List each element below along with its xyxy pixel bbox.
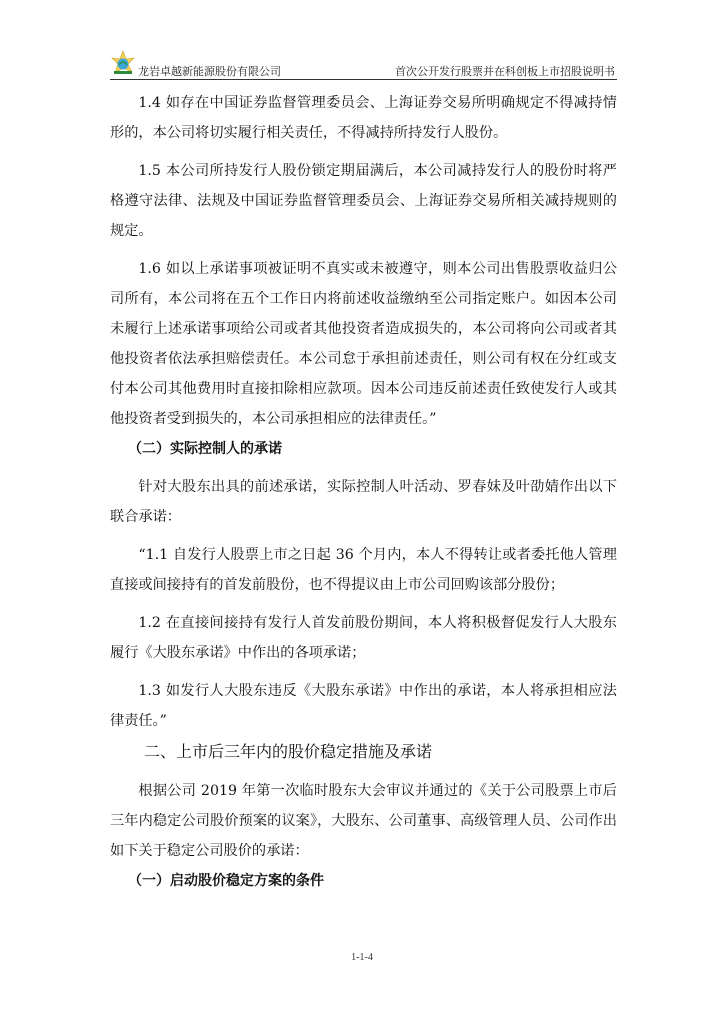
paragraph-controller-1-2: 1.2 在直接间接持有发行人首发前股份期间，本人将积极督促发行人大股东履行《大股东承诺》中作出的各项承诺； [110,615,617,661]
heading-controller-commitment: （二）实际控制人的承诺 [128,441,282,457]
company-name: 龙岩卓越新能源股份有限公司 [138,65,281,78]
page-header [110,46,617,78]
paragraph-section-2-intro: 根据公司 2019 年第一次临时股东大会审议并通过的《关于公司股票上市后三年内稳定公司股价预案的议案》，大股东、公司董事、高级管理人员、公司作出如下关于稳定公司股价的承诺： [110,783,617,859]
document-title: 首次公开发行股票并在科创板上市招股说明书 [395,65,615,78]
paragraph-controller-1-3: 1.3 如发行人大股东违反《大股东承诺》中作出的承诺，本人将承担相应法律责任。” [110,683,617,729]
company-logo-icon [110,50,136,76]
paragraph-1-4: 1.4 如存在中国证券监督管理委员会、上海证券交易所明确规定不得减持情形的，本公司将切实履行相关责任，不得减持所持发行人股份。 [110,95,617,141]
document-body [110,88,617,896]
paragraph-controller-intro: 针对大股东出具的前述承诺，实际控制人叶活动、罗春妹及叶劭婧作出以下联合承诺： [110,479,617,525]
heading-stabilization-conditions: （一）启动股价稳定方案的条件 [128,873,324,889]
page-number: 1-1-4 [351,952,373,963]
header-divider [110,79,617,80]
paragraph-1-6: 1.6 如以上承诺事项被证明不真实或未被遵守，则本公司出售股票收益归公司所有，本公司将在五个工作日内将前述收益缴纳至公司指定账户。如因本公司未履行上述承诺事项给公司或者其他投资者造成损失的，本公司将向公司或者其他投资者依法承担赔偿责任。本公司怠于承担前述责任，则公司有权在分红或支付本公司其他费用时直接扣除相应款项。因本公司违反前述责任致使发行人或其他投资者受到损失的，本公司承担相应的法律责任。” [110,261,617,427]
heading-section-2: 二、上市后三年内的股价稳定措施及承诺 [144,742,433,761]
paragraph-controller-1-1: “1.1 自发行人股票上市之日起 36 个月内，本人不得转让或者委托他人管理直接或间接持有的首发前股份，也不得提议由上市公司回购该部分股份； [110,547,617,593]
paragraph-1-5: 1.5 本公司所持发行人股份锁定期届满后，本公司减持发行人的股份时将严格遵守法律、法规及中国证券监督管理委员会、上海证券交易所相关减持规则的规定。 [110,163,617,239]
